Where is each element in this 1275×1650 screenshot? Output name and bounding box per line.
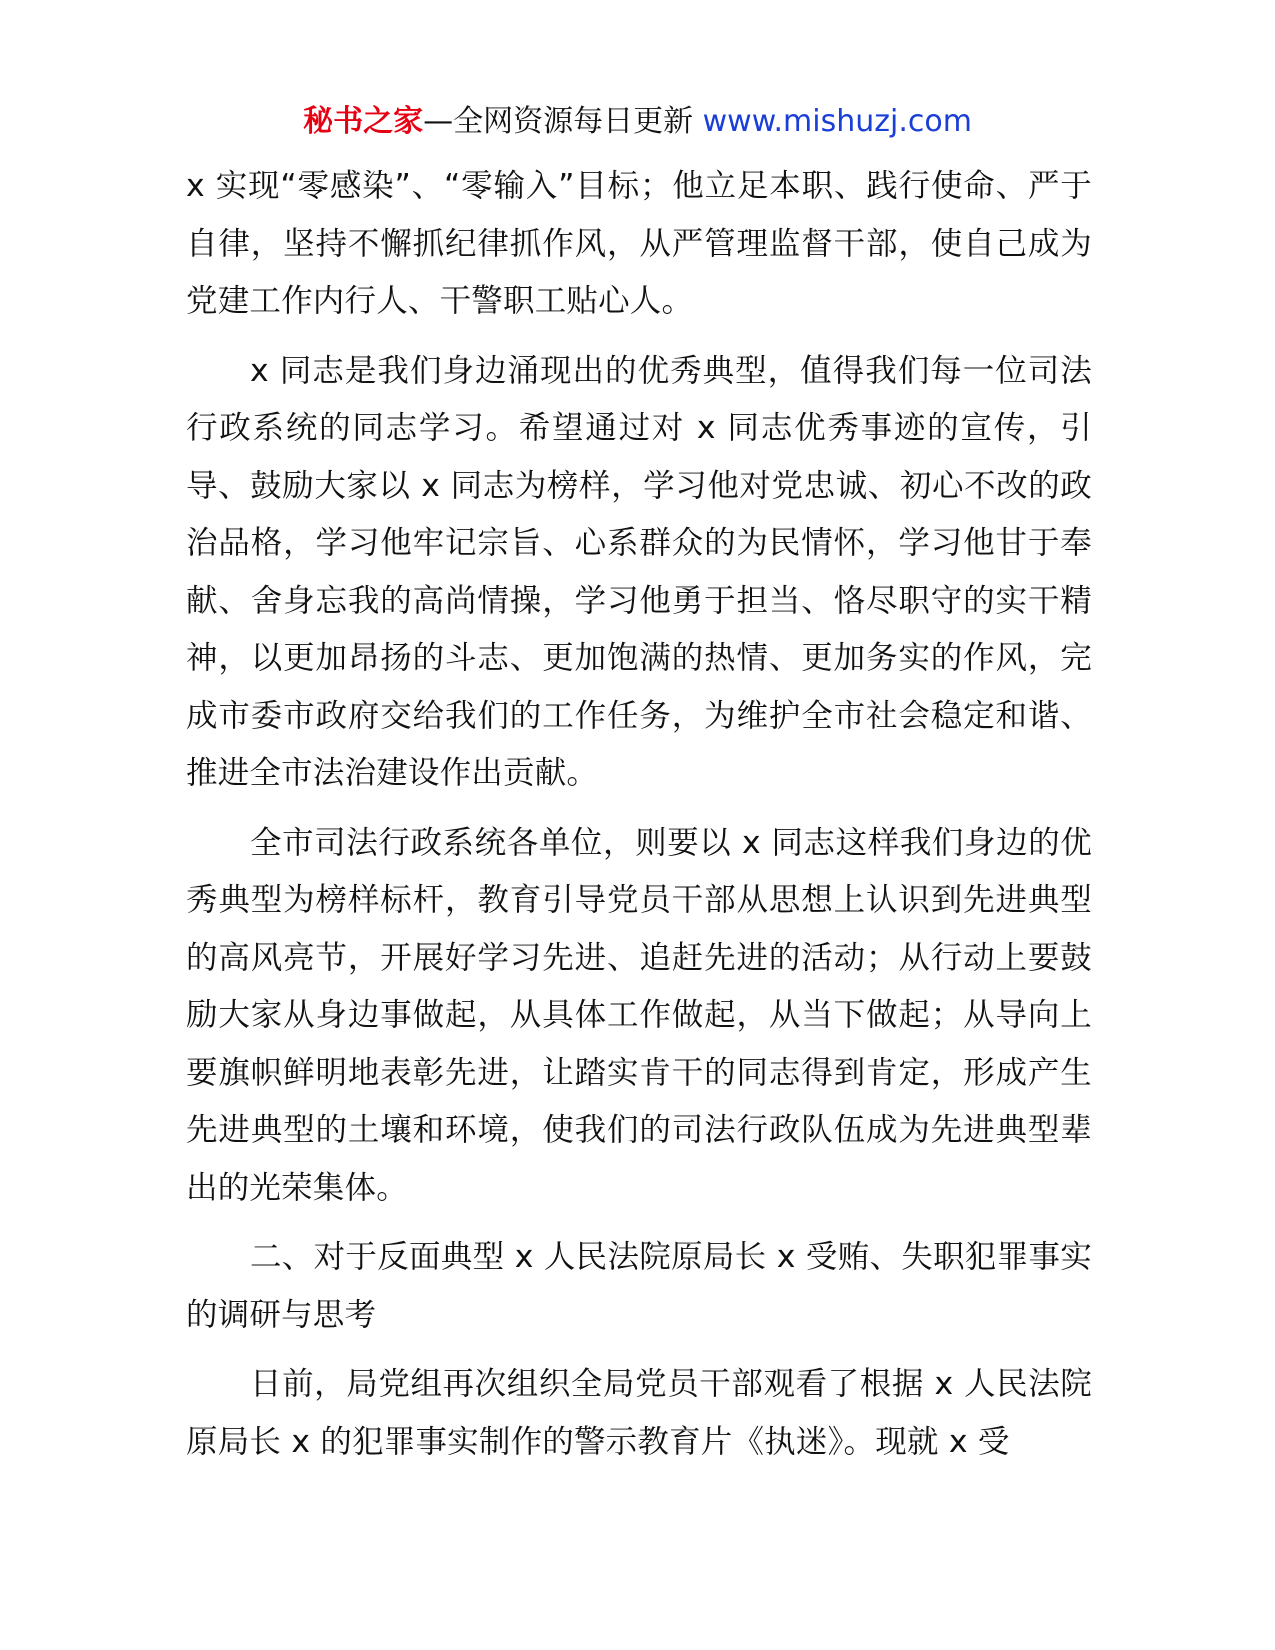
paragraph-2: x 同志是我们身边涌现出的优秀典型，值得我们每一位司法行政系统的同志学习。希望通过对 x 同志优秀事迹的宣传，引导、鼓励大家以 x 同志为榜样，学习他对党忠诚、初心不改的政治品格，学习他牢记宗旨、心系群众的为民情怀，学习他甘于奉献、舍身忘我的高尚情操，学习他勇于担当、恪尽职守的实干精神，以更加昂扬的斗志、更加饱满的热情、更加务实的作风，完成市委市政府交给我们的工作任务，为维护全市社会稳定和谐、推进全市法治建设作出贡献。 [186,352,1092,791]
brand-name: 秘书之家 [303,104,424,139]
site-header [0,100,1275,144]
document-body [186,158,1092,1483]
paragraph-1: x 实现“零感染”、“零输入”目标；他立足本职、践行使命、严于自律，坚持不懈抓纪律抓作风，从严管理监督干部，使自己成为党建工作内行人、干警职工贴心人。 [186,168,1092,319]
site-url-link[interactable]: www.mishuzj.com [702,104,972,139]
paragraph-4: 日前，局党组再次组织全局党员干部观看了根据 x 人民法院原局长 x 的犯罪事实制作的警示教育片《执迷》。现就 x 受 [186,1366,1092,1460]
header-tagline: —全网资源每日更新 [423,104,694,139]
paragraph-3: 全市司法行政系统各单位，则要以 x 同志这样我们身边的优秀典型为榜样标杆，教育引导党员干部从思想上认识到先进典型的高风亮节，开展好学习先进、追赶先进的活动；从行动上要鼓励大家从身边事做起，从具体工作做起，从当下做起；从导向上要旗帜鲜明地表彰先进，让踏实肯干的同志得到肯定，形成产生先进典型的土壤和环境，使我们的司法行政队伍成为先进典型辈出的光荣集体。 [186,824,1092,1206]
section-heading-2: 二、对于反面典型 x 人民法院原局长 x 受贿、失职犯罪事实的调研与思考 [186,1239,1092,1333]
